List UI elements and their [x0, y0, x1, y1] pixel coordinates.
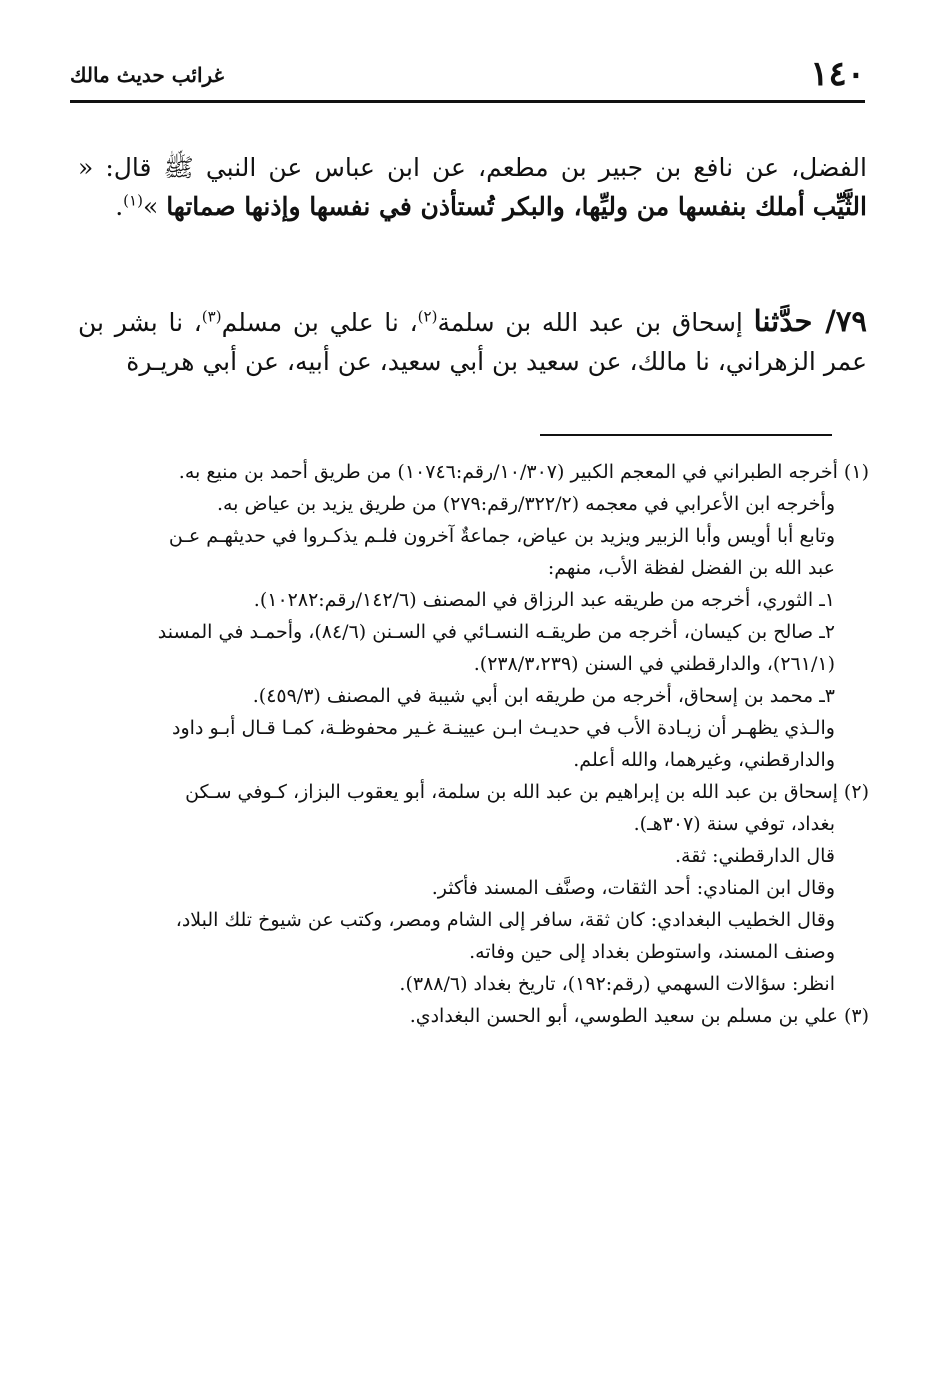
footnotes — [76, 456, 869, 1032]
running-title: غرائب حديث مالك — [70, 63, 225, 87]
footnote-1-line: (٢٦١/١)، والدارقطني في السنن (٢٣٨/٣،٢٣٩). — [473, 653, 835, 675]
footnote-1-line: (١) أخرجه الطبراني في المعجم الكبير (١٠/٣٠٧/رقم:١٠٧٤٦) من طريق أحمد بن منيع به. — [178, 461, 869, 483]
footnote-1-line: والدارقطني، وغيرهما، والله أعلم. — [573, 749, 835, 771]
prophetic-quote: أملك بنفسها من وليِّها، والبكر تُستأذن في نفسها وإذنها صماتها — [166, 192, 805, 221]
sentence-end: . — [115, 192, 124, 221]
footnote-2-line: (٢) إسحاق بن عبد الله بن إبراهيم بن عبد الله بن سلمة، أبو يعقوب البزاز، كـوفي سـكن — [185, 781, 869, 803]
prophetic-quote-start: الثَّيِّب — [812, 192, 867, 221]
footnote-1-line: ١ـ الثوري، أخرجه من طريقه عبد الرزاق في المصنف (١٤٢/٦/رقم:١٠٢٨٢). — [253, 589, 835, 611]
narrator-1: إسحاق بن عبد الله بن سلمة — [437, 308, 743, 337]
narrator-2: ، نا علي بن مسلم — [221, 308, 418, 337]
footnote-1-line: ٢ـ صالح بن كيسان، أخرجه من طريقـه النسـائي في السـنن (٨٤/٦)، وأحمـد في المسند — [157, 621, 835, 643]
footnote-2-line: انظر: سؤالات السهمي (رقم:١٩٢)، تاريخ بغداد (٣٨٨/٦). — [399, 973, 835, 995]
footnote-1-line: وتابع أبا أويس وأبا الزبير ويزيد بن عياض، جماعةٌ آخرون فلـم يذكـروا في حديثهـم عـن — [168, 525, 835, 547]
footnote-ref-1: (١) — [123, 191, 143, 210]
footnote-2-line: وقال الخطيب البغدادي: كان ثقة، سافر إلى الشام ومصر، وكتب عن شيوخ تلك البلاد، — [175, 909, 835, 931]
hadith-number: ٧٩/ حدَّثنا — [753, 304, 867, 338]
footnote-3-line: (٣) علي بن مسلم بن سعيد الطوسي، أبو الحسن البغدادي. — [409, 1005, 869, 1027]
footnote-1-line: ٣ـ محمد بن إسحاق، أخرجه من طريقه ابن أبي شيبة في المصنف (٤٥٩/٣). — [252, 685, 835, 707]
footnote-1-line: وأخرجه ابن الأعرابي في معجمه (٣٢٢/٢/رقم:٢٧٩) من طريق يزيد بن عياض به. — [216, 493, 835, 515]
header-rule — [70, 100, 865, 103]
footnote-ref-3: (٣) — [201, 307, 222, 326]
footnote-2-line: قال الدارقطني: ثقة. — [674, 845, 835, 867]
hadith-text-continuation — [78, 148, 867, 226]
footnote-2-line: وصنف المسند، واستوطن بغداد إلى حين وفاته. — [469, 941, 835, 963]
narration-chain: الفضل، عن نافع بن جبير بن مطعم، عن ابن عباس عن النبي ﷺ قال: « — [78, 153, 867, 182]
narration-chain-rest: ، نا بشر بن عمر الزهراني، نا مالك، عن سعيد بن أبي سعيد، عن أبيه، عن أبي هريـرة — [78, 308, 867, 376]
quote-close: » — [142, 192, 159, 221]
footnote-separator — [540, 434, 832, 436]
page-number: ١٤٠ — [810, 54, 865, 94]
footnote-2-line: وقال ابن المنادي: أحد الثقات، وصنَّف المسند فأكثر. — [431, 877, 835, 899]
footnote-2-line: بغداد، توفي سنة (٣٠٧هـ). — [633, 813, 835, 835]
hadith-79 — [78, 302, 867, 381]
footnote-1-line: عبد الله بن الفضل لفظة الأب، منهم: — [547, 557, 835, 579]
page-header — [70, 52, 865, 96]
footnote-ref-2: (٢) — [417, 307, 438, 326]
footnote-1-line: والـذي يظهـر أن زيـادة الأب في حديـث ابـن عيينـة غـير محفوظـة، كمـا قـال أبـو داود — [172, 717, 835, 739]
